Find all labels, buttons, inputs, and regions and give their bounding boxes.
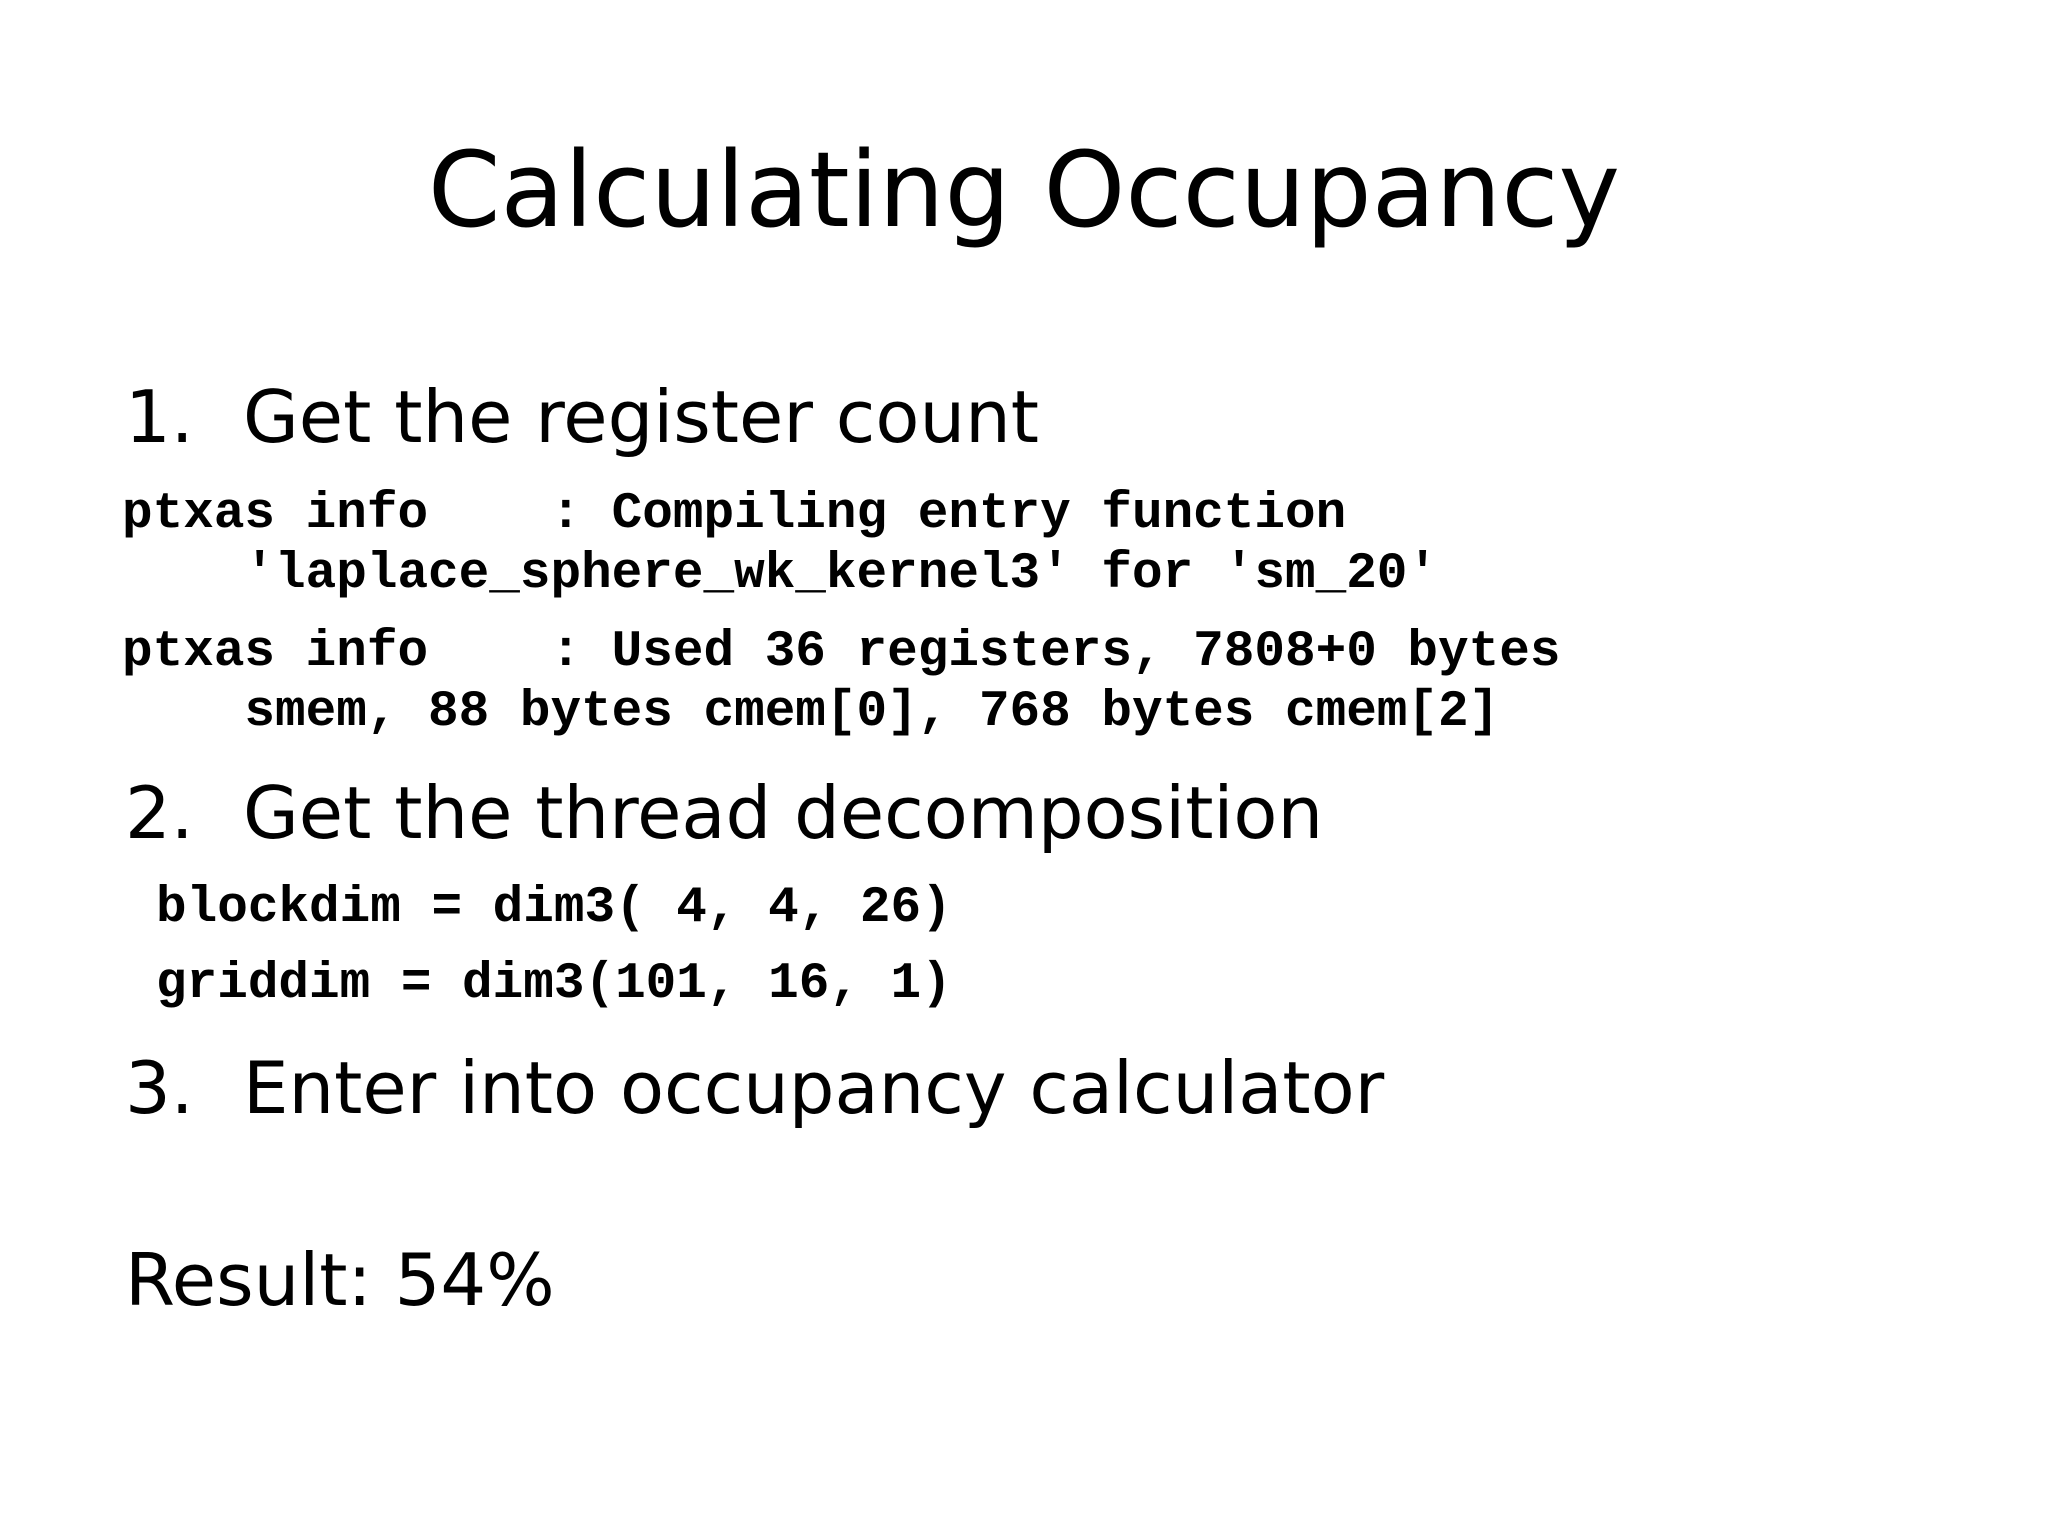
step-3 [125,1045,1384,1131]
step-1-text: Get the register count [243,375,1039,459]
step-2 [125,770,1323,856]
result-text: Result: 54% [125,1238,555,1322]
step-3-text: Enter into occupancy calculator [243,1046,1385,1130]
code-line: 'laplace_sphere_wk_kernel3' for 'sm_20' [122,546,1439,603]
code-line: ptxas info : Compiling entry function [122,486,1347,543]
step-3-number: 3. [125,1046,194,1130]
code-line: griddim = dim3(101, 16, 1) [156,956,952,1013]
code-line: smem, 88 bytes cmem[0], 768 bytes cmem[2] [122,684,1500,741]
code-line: blockdim = dim3( 4, 4, 26) [156,880,952,937]
step-2-text: Get the thread decomposition [243,771,1324,855]
step-1-number: 1. [125,375,194,459]
code-line: ptxas info : Used 36 registers, 7808+0 bytes [122,624,1561,681]
slide-title: Calculating Occupancy [427,129,1621,251]
step-2-number: 2. [125,771,194,855]
step-1 [125,374,1039,460]
